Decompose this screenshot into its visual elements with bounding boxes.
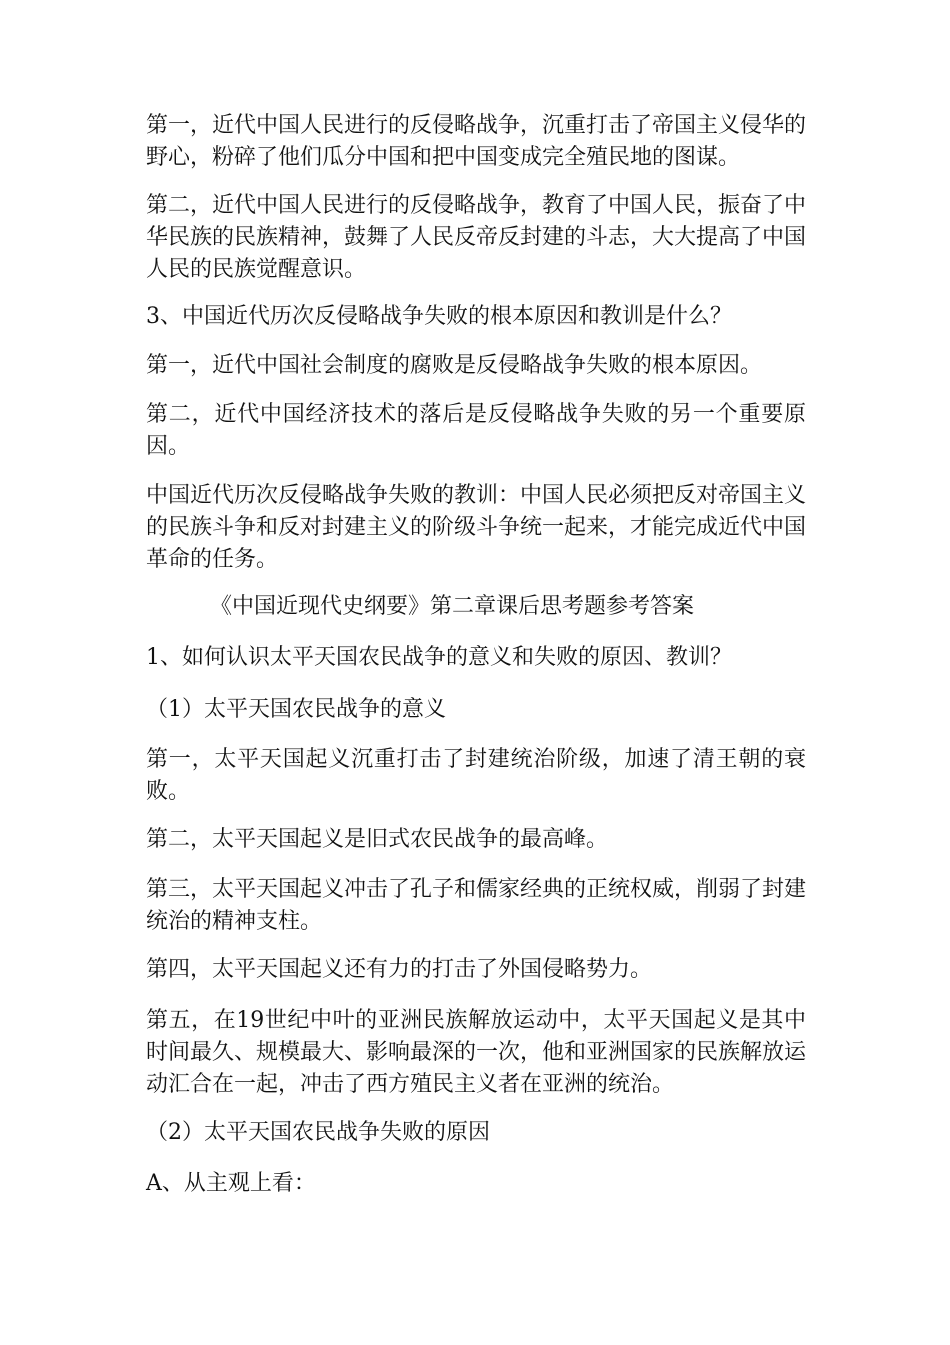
paragraph-significance-4: 第四，太平天国起义还有力的打击了外国侵略势力。 (146, 957, 653, 982)
paragraph-5: 第二，近代中国经济技术的落后是反侵略战争失败的另一个重要原因。 (146, 402, 806, 459)
paragraph-significance-3: 第三，太平天国起义冲击了孔子和儒家经典的正统权威，削弱了封建统治的精神支柱。 (146, 877, 807, 934)
paragraph-4: 第一，近代中国社会制度的腐败是反侵略战争失败的根本原因。 (146, 353, 763, 378)
paragraph-significance-2: 第二，太平天国起义是旧式农民战争的最高峰。 (146, 827, 609, 852)
question-1: 1、如何认识太平天国农民战争的意义和失败的原因、教训？ (146, 645, 732, 670)
paragraph-2: 第二，近代中国人民进行的反侵略战争，教育了中国人民，振奋了中华民族的民族精神，鼓舞了人民反帝反封建的斗志，大大提高了中国人民的民族觉醒意识。 (146, 193, 807, 282)
subsection-heading-a: A、从主观上看： (146, 1171, 316, 1196)
section-heading-1: （1）太平天国农民战争的意义 (146, 697, 446, 722)
paragraph-significance-1: 第一，太平天国起义沉重打击了封建统治阶级，加速了清王朝的衰败。 (146, 747, 806, 804)
section-heading-2: （2）太平天国农民战争失败的原因 (146, 1120, 490, 1145)
paragraph-1: 第一，近代中国人民进行的反侵略战争，沉重打击了帝国主义侵华的野心，粉碎了他们瓜分中国和把中国变成完全殖民地的图谋。 (146, 113, 807, 170)
chapter-title: 《中国近现代史纲要》第二章课后思考题参考答案 (210, 594, 695, 619)
question-3: 3、中国近代历次反侵略战争失败的根本原因和教训是什么？ (146, 304, 732, 329)
paragraph-6: 中国近代历次反侵略战争失败的教训：中国人民必须把反对帝国主义的民族斗争和反对封建主义的阶级斗争统一起来，才能完成近代中国革命的任务。 (146, 483, 807, 572)
paragraph-significance-5: 第五，在19世纪中叶的亚洲民族解放运动中，太平天国起义是其中时间最久、规模最大、影响最深的一次，他和亚洲国家的民族解放运动汇合在一起，冲击了西方殖民主义者在亚洲的统治。 (146, 1008, 807, 1097)
